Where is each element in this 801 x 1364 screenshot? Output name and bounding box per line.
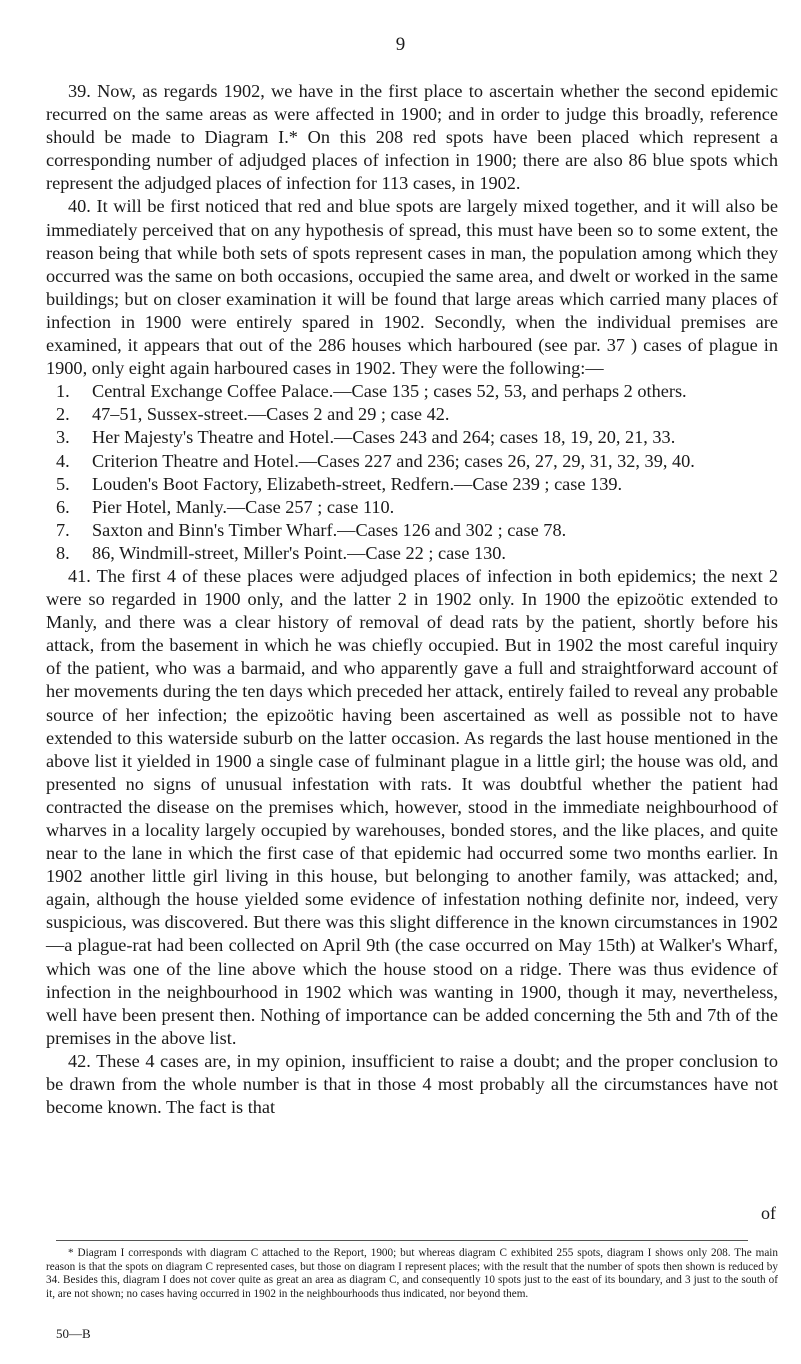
document-body bbox=[46, 80, 778, 1119]
list-item-number: 1. bbox=[56, 381, 70, 402]
list-item-text: 86, Windmill-street, Miller's Point.—Case 22 ; case 130. bbox=[92, 542, 507, 563]
list-item-text: Central Exchange Coffee Palace.—Case 135 ; cases 52, 53, and perhaps 2 others. bbox=[92, 381, 687, 402]
list-item bbox=[46, 496, 778, 519]
list-item-number: 7. bbox=[56, 519, 70, 540]
list-item-text: Criterion Theatre and Hotel.—Cases 227 and 236; cases 26, 27, 29, 31, 32, 39, 40. bbox=[92, 450, 695, 471]
printer-signature: 50—B bbox=[56, 1326, 91, 1341]
list-item-text: Saxton and Binn's Timber Wharf.—Cases 126 and 302 ; case 78. bbox=[92, 519, 567, 540]
list-item bbox=[46, 519, 778, 542]
list-item bbox=[46, 542, 778, 565]
footnote-text: * Diagram I corresponds with diagram C attached to the Report, 1900; but whereas diagram C exhibited 255 spots, diagram I shows only 208. The main reason is that the spots on diagram C represented cases, but those on diagram I represent places; with the result that the number of spots then shown is reduced by 34. Besides this, diagram I does not cover quite as great an area as diagram C, and consequently 10 spots just to the east of its boundary, and 3 just to the south of it, are not shown; no cases having occurred in 1902 in the neighbourhoods thus indicated, nor beyond them. bbox=[46, 1247, 778, 1301]
footnote-divider bbox=[56, 1240, 748, 1241]
list-item-number: 6. bbox=[56, 496, 70, 517]
list-item-number: 5. bbox=[56, 473, 70, 494]
list-item bbox=[46, 403, 778, 426]
page-number: 9 bbox=[395, 34, 406, 55]
paragraph-41: 41. The first 4 of these places were adjudged places of infection in both epidemics; the next 2 were so regarded in 1900 only, and the latter 2 in 1902 only. In 1900 the epizoötic extended to Manly, and there was a clear history of removal of dead rats by the patient, shortly before his attack, from the basement in which he was chiefly occupied. But in 1902 the most careful inquiry of the patient, who was a barmaid, and who apparently gave a full and straightforward account of her movements during the ten days which preceded her attack, entirely failed to reveal any probable source of her infection; the epizoötic having been ascertained as well as possible not to have extended to this waterside suburb on the latter occasion. As regards the last house mentioned in the above list it yielded in 1900 a single case of fulminant plague in a little girl; the house was old, and presented no signs of unusual infestation with rats. It was doubtful whether the patient had contracted the disease on the premises which, however, stood in the immediate neighbourhood of wharves in a locality largely occupied by warehouses, bonded stores, and the like places, and quite near to the lane in which the first case of that epidemic had occurred some two months earlier. In 1902 another little girl living in this house, but belonging to another family, was attacked; and, again, although the house yielded some evidence of infestation nothing definite nor, indeed, very suspicious, was discovered. But there was this slight difference in the known circumstances in 1902—a plague-rat had been collected on April 9th (the case occurred on May 15th) at Walker's Wharf, which was one of the line above which the house stood on a ridge. There was thus evidence of infection in the neighbourhood in 1902 which was wanting in 1900, though it may, nevertheless, well have been present then. Nothing of importance can be added concerning the 5th and 7th of the premises in the above list. bbox=[46, 565, 778, 1048]
list-item-text: 47–51, Sussex-street.—Cases 2 and 29 ; case 42. bbox=[92, 404, 450, 425]
premises-list bbox=[46, 380, 778, 565]
list-item-number: 8. bbox=[56, 542, 70, 563]
list-item bbox=[46, 450, 778, 473]
list-item bbox=[46, 380, 778, 403]
list-item-number: 4. bbox=[56, 450, 70, 471]
list-item bbox=[46, 426, 778, 449]
list-item-number: 3. bbox=[56, 427, 70, 448]
list-item-text: Louden's Boot Factory, Elizabeth-street, Redfern.—Case 239 ; case 139. bbox=[92, 473, 623, 494]
list-item bbox=[46, 473, 778, 496]
paragraph-42: 42. These 4 cases are, in my opinion, insufficient to raise a doubt; and the proper conclusion to be drawn from the whole number is that in those 4 most probably all the circumstances have not become known. The fact is that bbox=[46, 1050, 778, 1118]
footnote bbox=[46, 1247, 778, 1302]
list-item-text: Pier Hotel, Manly.—Case 257 ; case 110. bbox=[92, 496, 395, 517]
catchword: of bbox=[761, 1203, 776, 1223]
paragraph-40: 40. It will be first noticed that red and blue spots are largely mixed together, and it will also be immediately perceived that on any hypothesis of spread, this must have been so to some extent, the reason being that while both sets of spots represent cases in man, the population among which they occurred was the same on both occasions, occupied the same area, and dwelt or worked in the same buildings; but on closer examination it will be found that large areas which carried many places of infection in 1900 were entirely spared in 1902. Secondly, when the individual premises are examined, it appears that out of the 286 houses which harboured (see par. 37 ) cases of plague in 1900, only eight again harboured cases in 1902. They were the following:— bbox=[46, 196, 778, 379]
list-item-number: 2. bbox=[56, 404, 70, 425]
paragraph-39: 39. Now, as regards 1902, we have in the first place to ascertain whether the second epidemic recurred on the same areas as were affected in 1900; and in order to judge this broadly, reference should be made to Diagram I.* On this 208 red spots have been placed which represent a corresponding number of adjudged places of infection in 1900; there are also 86 blue spots which represent the adjudged places of infection for 113 cases, in 1902. bbox=[46, 81, 778, 194]
list-item-text: Her Majesty's Theatre and Hotel.—Cases 243 and 264; cases 18, 19, 20, 21, 33. bbox=[92, 427, 676, 448]
